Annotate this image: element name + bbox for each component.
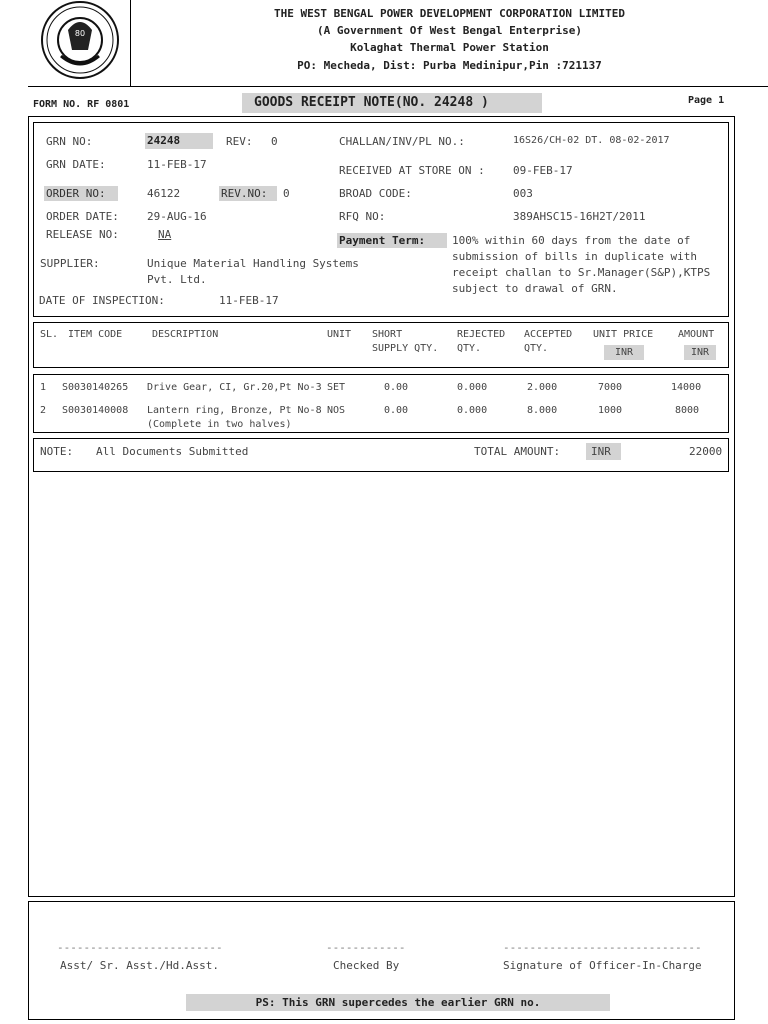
col-amount: AMOUNT	[678, 329, 715, 340]
signature-line-2: ------------	[326, 941, 406, 954]
grn-date-label: GRN DATE:	[46, 158, 106, 171]
row-rejected: 0.000	[457, 405, 488, 416]
page-number: Page 1	[688, 95, 725, 106]
row-accepted: 8.000	[527, 405, 558, 416]
signature-line-1: -------------------------	[57, 941, 223, 954]
col-rejected-2: QTY.	[457, 343, 482, 354]
currency-badge-price: INR	[604, 345, 644, 360]
col-sl: SL.	[40, 329, 59, 340]
col-short-2: SUPPLY QTY.	[372, 343, 439, 354]
company-subtitle: (A Government Of West Bengal Enterprise)	[317, 24, 582, 37]
svg-text:80: 80	[74, 29, 86, 38]
order-date-label: ORDER DATE:	[46, 210, 119, 223]
form-title: GOODS RECEIPT NOTE(NO. 24248 )	[242, 93, 542, 113]
grn-date-value: 11-FEB-17	[147, 158, 207, 171]
row-short: 0.00	[384, 405, 409, 416]
col-accepted: ACCEPTED	[524, 329, 573, 340]
order-date-value: 29-AUG-16	[147, 210, 207, 223]
col-short: SHORT	[372, 329, 403, 340]
row-sl: 1	[40, 382, 47, 393]
form-number: FORM NO. RF 0801	[33, 99, 130, 110]
row-sl: 2	[40, 405, 47, 416]
ps-note-text: PS: This GRN supercedes the earlier GRN no.	[255, 996, 541, 1009]
rev-no-value: 0	[283, 187, 290, 200]
received-label: RECEIVED AT STORE ON :	[339, 164, 485, 177]
rfq-label: RFQ NO:	[339, 210, 386, 223]
rev-value: 0	[271, 135, 278, 148]
note-value: All Documents Submitted	[96, 445, 249, 458]
rev-label: REV:	[226, 135, 253, 148]
payment-term-line: submission of bills in duplicate with	[452, 250, 698, 263]
challan-label: CHALLAN/INV/PL NO.:	[339, 135, 465, 148]
signature-line-3: ------------------------------	[503, 941, 702, 954]
broad-code-label: BROAD CODE:	[339, 187, 412, 200]
company-name: THE WEST BENGAL POWER DEVELOPMENT CORPORATION LIMITED	[274, 7, 625, 20]
station-address: PO: Mecheda, Dist: Purba Medinipur,Pin :721137	[297, 59, 602, 72]
payment-term-line: subject to drawal of GRN.	[452, 282, 618, 295]
note-label: NOTE:	[40, 445, 74, 458]
row-description: Drive Gear, CI, Gr.20,Pt No-3	[147, 382, 322, 393]
row-accepted: 2.000	[527, 382, 558, 393]
row-short: 0.00	[384, 382, 409, 393]
row-item-code: S0030140265	[62, 382, 129, 393]
logo-seal	[28, 0, 131, 86]
payment-term-line: 100% within 60 days from the date of	[452, 234, 691, 247]
release-label: RELEASE NO:	[46, 228, 119, 241]
col-unit-price: UNIT PRICE	[593, 329, 654, 340]
col-description: DESCRIPTION	[152, 329, 219, 340]
grn-no-value: 24248	[145, 133, 213, 149]
row-item-code: S0030140008	[62, 405, 129, 416]
release-value: NA	[158, 228, 172, 241]
row-description: Lantern ring, Bronze, Pt No-8	[147, 405, 322, 416]
ps-note	[186, 994, 610, 1011]
total-currency-badge: INR	[586, 443, 621, 460]
row-price: 1000	[598, 405, 623, 416]
payment-term-label: Payment Term:	[337, 233, 447, 248]
assistant-signature-label: Asst/ Sr. Asst./Hd.Asst.	[60, 959, 219, 972]
grn-no-label: GRN NO:	[46, 135, 93, 148]
rfq-value: 389AHSC15-16H2T/2011	[513, 210, 646, 223]
row-price: 7000	[598, 382, 623, 393]
officer-signature-label: Signature of Officer-In-Charge	[503, 959, 702, 972]
station-name: Kolaghat Thermal Power Station	[350, 41, 549, 54]
header-rule	[28, 86, 768, 87]
supplier-name: Unique Material Handling Systems	[147, 257, 359, 270]
currency-badge-amount: INR	[684, 345, 716, 360]
col-unit: UNIT	[327, 329, 352, 340]
row-rejected: 0.000	[457, 382, 488, 393]
col-item-code: ITEM CODE	[68, 329, 123, 340]
order-no-value: 46122	[147, 187, 181, 200]
row-description-cont: (Complete in two halves)	[147, 419, 292, 430]
broad-code-value: 003	[513, 187, 533, 200]
order-no-label: ORDER NO:	[44, 186, 118, 201]
inspection-label: DATE OF INSPECTION:	[39, 294, 165, 307]
checked-by-label: Checked By	[333, 959, 400, 972]
row-unit: SET	[327, 382, 346, 393]
row-amount: 8000	[675, 405, 700, 416]
row-unit: NOS	[327, 405, 346, 416]
inspection-value: 11-FEB-17	[219, 294, 279, 307]
received-value: 09-FEB-17	[513, 164, 573, 177]
challan-value: 16S26/CH-02 DT. 08-02-2017	[513, 135, 670, 146]
col-rejected: REJECTED	[457, 329, 506, 340]
total-amount-value: 22000	[689, 445, 723, 458]
supplier-name-cont: Pvt. Ltd.	[147, 273, 207, 286]
row-amount: 14000	[671, 382, 702, 393]
total-amount-label: TOTAL AMOUNT:	[474, 445, 561, 458]
payment-term-line: receipt challan to Sr.Manager(S&P),KTPS	[452, 266, 711, 279]
items-box	[33, 374, 729, 433]
rev-no-label: REV.NO:	[219, 186, 277, 201]
supplier-label: SUPPLIER:	[40, 257, 100, 270]
col-accepted-2: QTY.	[524, 343, 549, 354]
